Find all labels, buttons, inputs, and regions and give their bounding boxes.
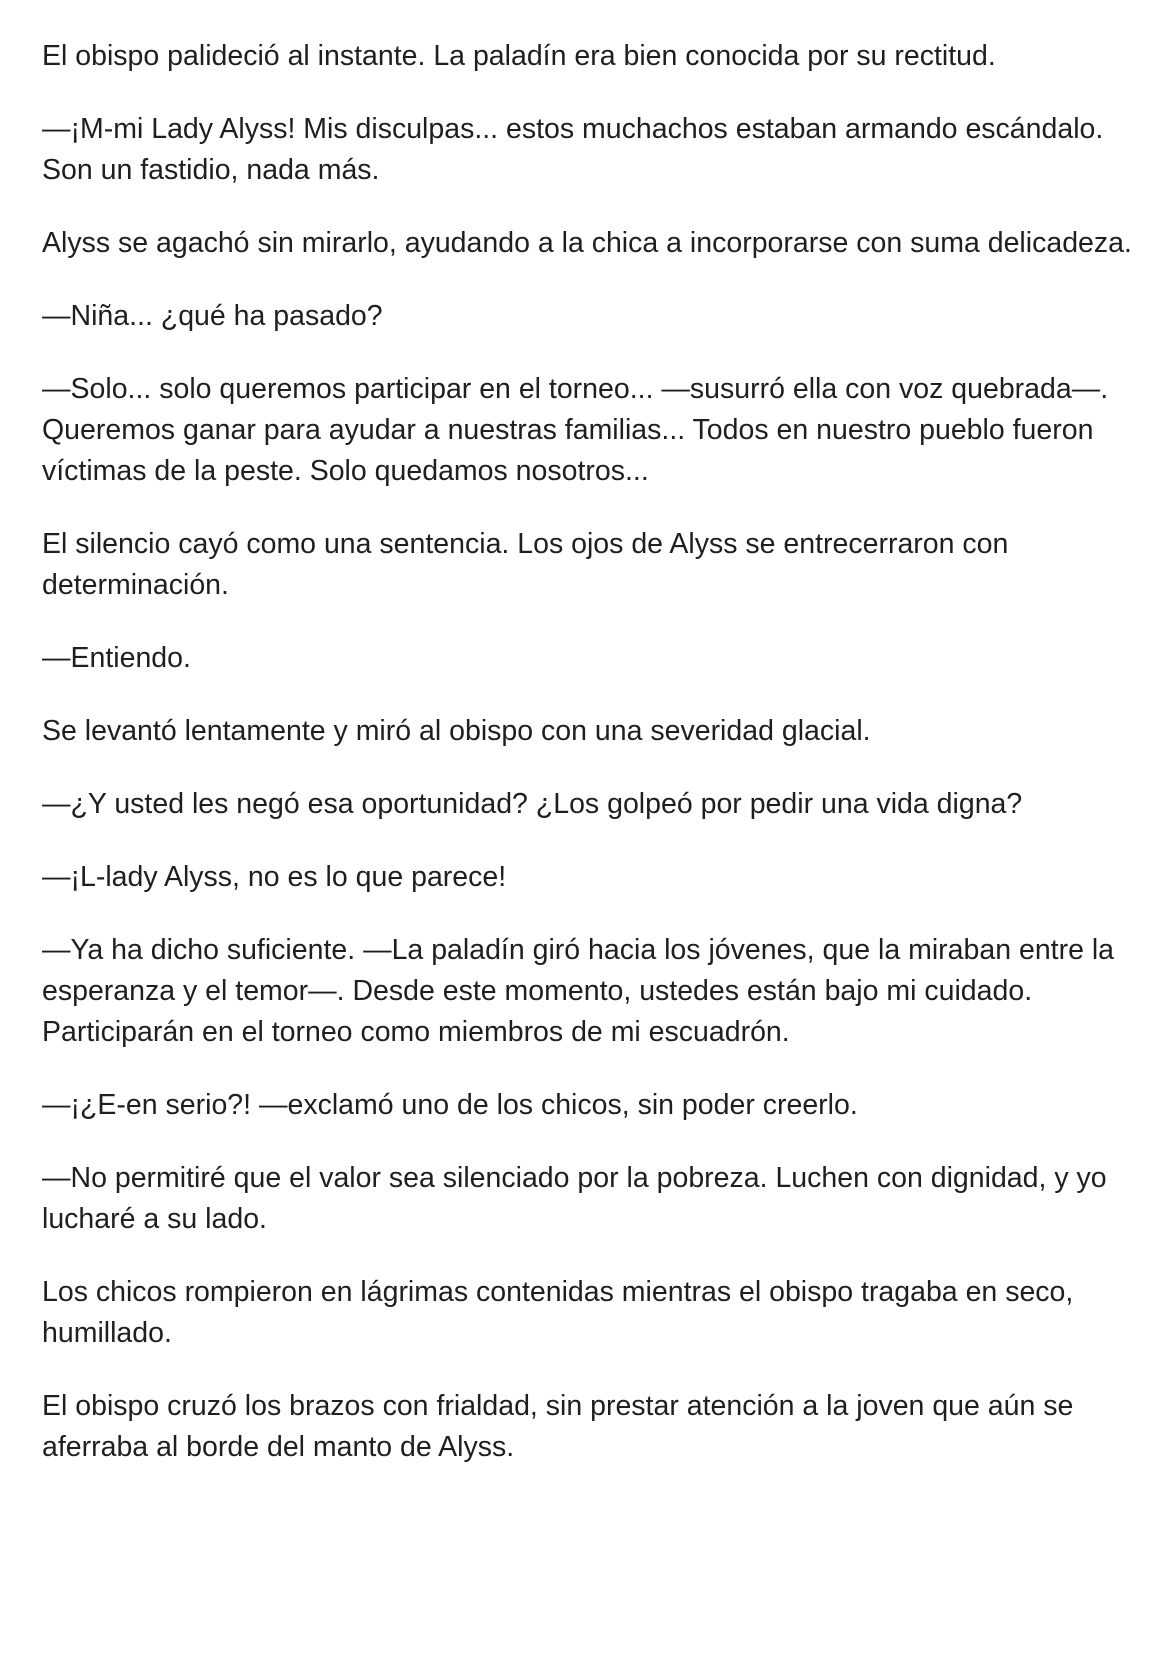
paragraph: —¡M-mi Lady Alyss! Mis disculpas... estos muchachos estaban armando escándalo. Son un fastidio, nada más. [42,113,1104,186]
paragraph: —Niña... ¿qué ha pasado? [42,300,383,332]
paragraph: —¡¿E-en serio?! —exclamó uno de los chicos, sin poder creerlo. [42,1089,858,1121]
document-page [42,36,1132,1500]
paragraph: El obispo palideció al instante. La paladín era bien conocida por su rectitud. [42,40,996,72]
paragraph: Alyss se agachó sin mirarlo, ayudando a la chica a incorporarse con suma delicadeza. [42,227,1132,259]
paragraph: Se levantó lentamente y miró al obispo con una severidad glacial. [42,715,871,747]
paragraph: Los chicos rompieron en lágrimas contenidas mientras el obispo tragaba en seco, humillado. [42,1276,1074,1349]
paragraph: —¿Y usted les negó esa oportunidad? ¿Los golpeó por pedir una vida digna? [42,788,1023,820]
paragraph: —Ya ha dicho suficiente. —La paladín giró hacia los jóvenes, que la miraban entre la esperanza y el temor—. Desde este momento, ustedes están bajo mi cuidado. Participarán en el torneo como miembros de mi escuadrón. [42,934,1115,1048]
paragraph: —Solo... solo queremos participar en el torneo... —susurró ella con voz quebrada—. Queremos ganar para ayudar a nuestras familias... Todos en nuestro pueblo fueron víctimas de la peste. Solo quedamos nosotros... [42,373,1109,487]
paragraph: —No permitiré que el valor sea silenciado por la pobreza. Luchen con dignidad, y yo lucharé a su lado. [42,1162,1107,1235]
paragraph: —Entiendo. [42,642,191,674]
paragraph: El obispo cruzó los brazos con frialdad, sin prestar atención a la joven que aún se aferraba al borde del manto de Alyss. [42,1390,1074,1463]
paragraph: —¡L-lady Alyss, no es lo que parece! [42,861,507,893]
paragraph: El silencio cayó como una sentencia. Los ojos de Alyss se entrecerraron con determinación. [42,528,1009,601]
